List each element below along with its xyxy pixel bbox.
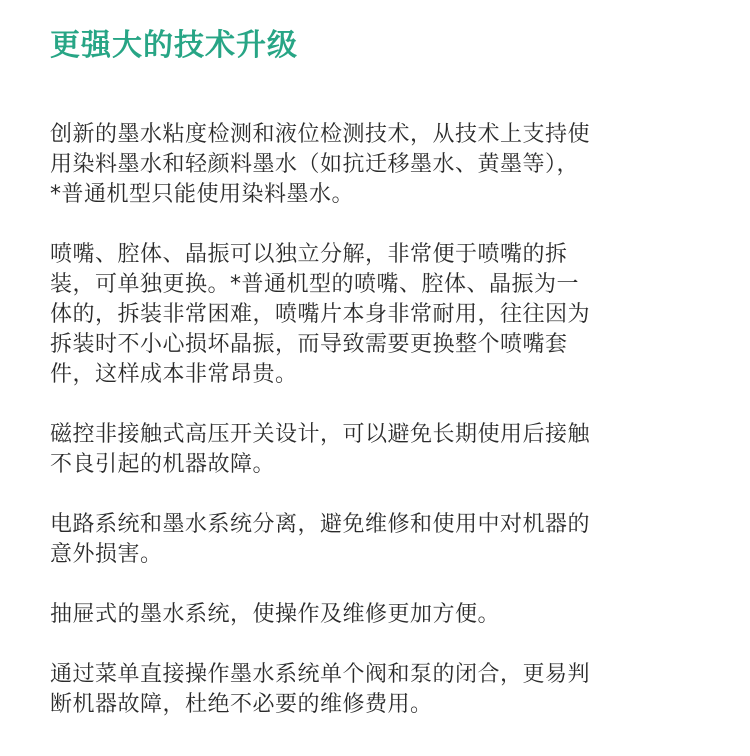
text-line: 抽屉式的墨水系统，使操作及维修更加方便。 <box>50 602 501 627</box>
text-line: 件，这样成本非常昂贵。 <box>50 362 298 387</box>
text-line: *普通机型只能使用染料墨水。 <box>50 182 355 207</box>
text-line: 磁控非接触式高压开关设计，可以避免长期使用后接触 <box>50 422 591 447</box>
text-line: 意外损害。 <box>50 542 163 567</box>
text-line: 不良引起的机器故障。 <box>50 452 276 477</box>
text-line: 断机器故障，杜绝不必要的维修费用。 <box>50 692 433 717</box>
text-line: 体的，拆装非常困难，喷嘴片本身非常耐用，往往因为 <box>50 302 591 327</box>
text-line: 拆装时不小心损坏晶振，而导致需要更换整个喷嘴套 <box>50 332 568 357</box>
feature-paragraph-menu-control <box>50 660 690 720</box>
feature-paragraph-magnetic-switch <box>50 420 690 480</box>
text-line: 喷嘴、腔体、晶振可以独立分解，非常便于喷嘴的拆 <box>50 242 568 267</box>
feature-paragraph-separation <box>50 510 690 570</box>
text-line: 电路系统和墨水系统分离，避免维修和使用中对机器的 <box>50 512 591 537</box>
text-line: 通过菜单直接操作墨水系统单个阀和泵的闭合，更易判 <box>50 662 591 687</box>
text-line: 装，可单独更换。*普通机型的喷嘴、腔体、晶振为一 <box>50 272 580 297</box>
text-line: 创新的墨水粘度检测和液位检测技术，从技术上支持使 <box>50 122 591 147</box>
feature-list <box>50 120 690 720</box>
feature-paragraph-nozzle <box>50 240 690 390</box>
feature-paragraph-ink-detection <box>50 120 690 210</box>
feature-paragraph-drawer <box>50 600 690 630</box>
page-title: 更强大的技术升级 <box>50 28 298 63</box>
text-line: 用染料墨水和轻颜料墨水（如抗迁移墨水、黄墨等）， <box>50 152 580 177</box>
